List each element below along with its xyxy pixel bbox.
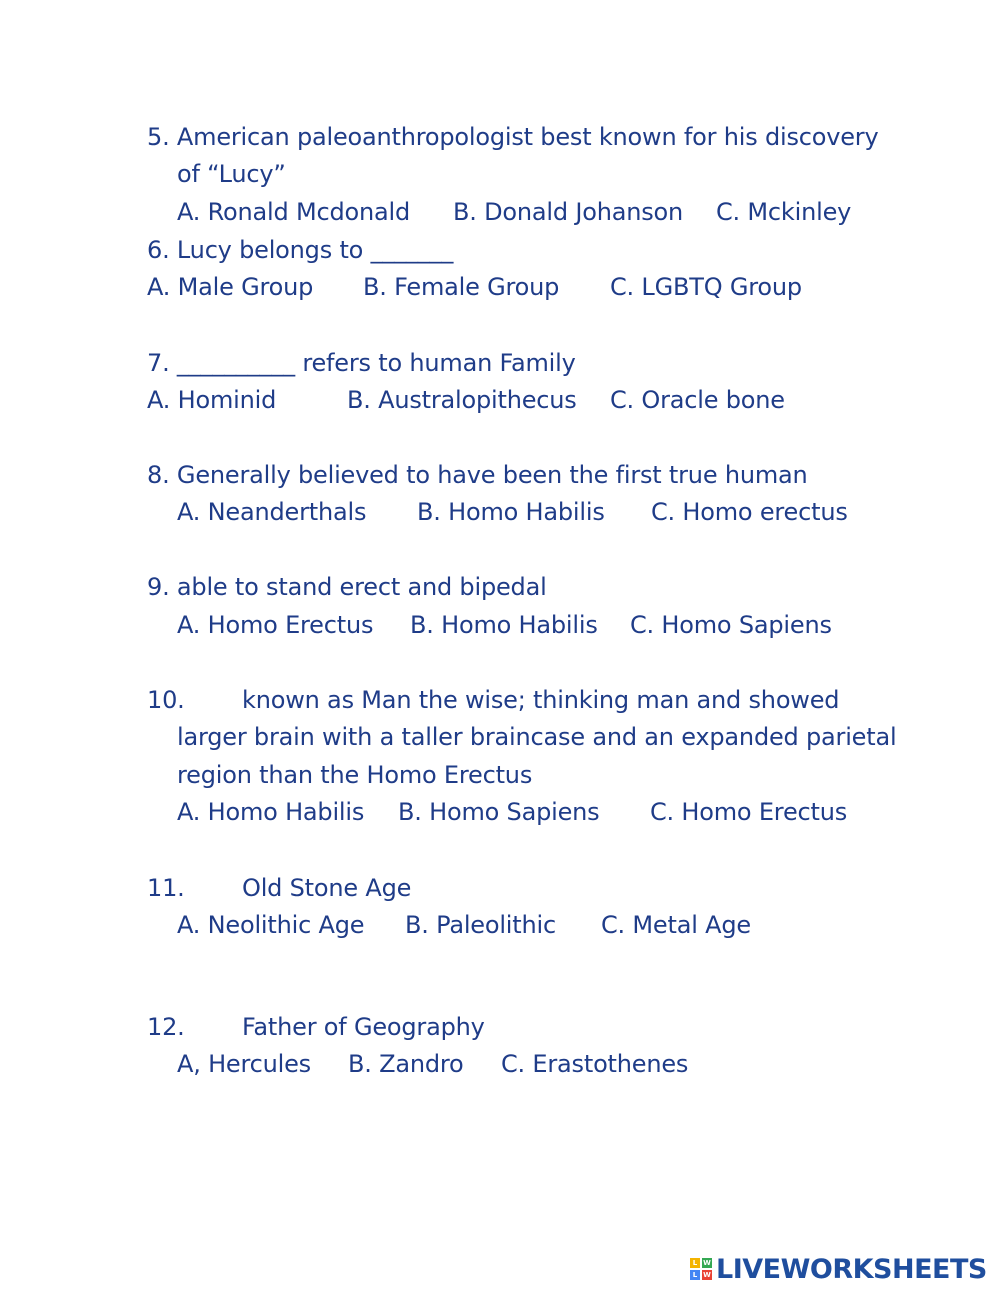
q10-number: 10. [147, 686, 185, 714]
q10-option-a[interactable]: A. Homo Habilis [177, 798, 365, 826]
q9-option-a[interactable]: A. Homo Erectus [177, 611, 374, 639]
q6-text: 6. Lucy belongs to _______ [147, 236, 454, 264]
q10-option-c[interactable]: C. Homo Erectus [650, 798, 848, 826]
q9-text: 9. able to stand erect and bipedal [147, 573, 547, 601]
q10-text-line1: known as Man the wise; thinking man and showed [242, 686, 840, 714]
q12-option-a[interactable]: A, Hercules [177, 1050, 311, 1078]
q8-text: 8. Generally believed to have been the first true human [147, 461, 808, 489]
q10-text-line2: larger brain with a taller braincase and an expanded parietal [177, 723, 897, 751]
q5-option-c[interactable]: C. Mckinley [716, 198, 852, 226]
logo-mark-tile: L [690, 1270, 700, 1280]
q11-option-b[interactable]: B. Paleolithic [405, 911, 556, 939]
logo-text: LIVEWORKSHEETS [716, 1253, 987, 1285]
q10-option-b[interactable]: B. Homo Sapiens [398, 798, 600, 826]
q10-text-line3: region than the Homo Erectus [177, 761, 533, 789]
q6-option-c[interactable]: C. LGBTQ Group [610, 273, 802, 301]
q12-option-c[interactable]: C. Erastothenes [501, 1050, 689, 1078]
liveworksheets-logo-icon [690, 1258, 712, 1280]
q12-text: Father of Geography [242, 1013, 485, 1041]
q5-option-b[interactable]: B. Donald Johanson [453, 198, 684, 226]
q8-option-c[interactable]: C. Homo erectus [651, 498, 848, 526]
q12-option-b[interactable]: B. Zandro [348, 1050, 464, 1078]
q11-text: Old Stone Age [242, 874, 412, 902]
logo-mark-tile: L [690, 1258, 700, 1268]
q9-option-b[interactable]: B. Homo Habilis [410, 611, 598, 639]
q9-option-c[interactable]: C. Homo Sapiens [630, 611, 832, 639]
q7-text: 7. __________ refers to human Family [147, 349, 576, 377]
q8-option-b[interactable]: B. Homo Habilis [417, 498, 605, 526]
liveworksheets-logo [690, 1252, 987, 1286]
q6-option-a[interactable]: A. Male Group [147, 273, 314, 301]
q12-number: 12. [147, 1013, 185, 1041]
q7-option-b[interactable]: B. Australopithecus [347, 386, 577, 414]
q11-option-a[interactable]: A. Neolithic Age [177, 911, 365, 939]
q7-option-c[interactable]: C. Oracle bone [610, 386, 785, 414]
q5-text-line2: of “Lucy” [177, 160, 286, 188]
q11-number: 11. [147, 874, 185, 902]
q5-option-a[interactable]: A. Ronald Mcdonald [177, 198, 411, 226]
q7-option-a[interactable]: A. Hominid [147, 386, 277, 414]
q11-option-c[interactable]: C. Metal Age [601, 911, 751, 939]
q5-text-line1: 5. American paleoanthropologist best known for his discovery [147, 123, 879, 151]
q6-option-b[interactable]: B. Female Group [363, 273, 560, 301]
logo-mark-tile: W [703, 1271, 711, 1279]
q8-option-a[interactable]: A. Neanderthals [177, 498, 367, 526]
logo-mark-tile: W [703, 1259, 711, 1267]
